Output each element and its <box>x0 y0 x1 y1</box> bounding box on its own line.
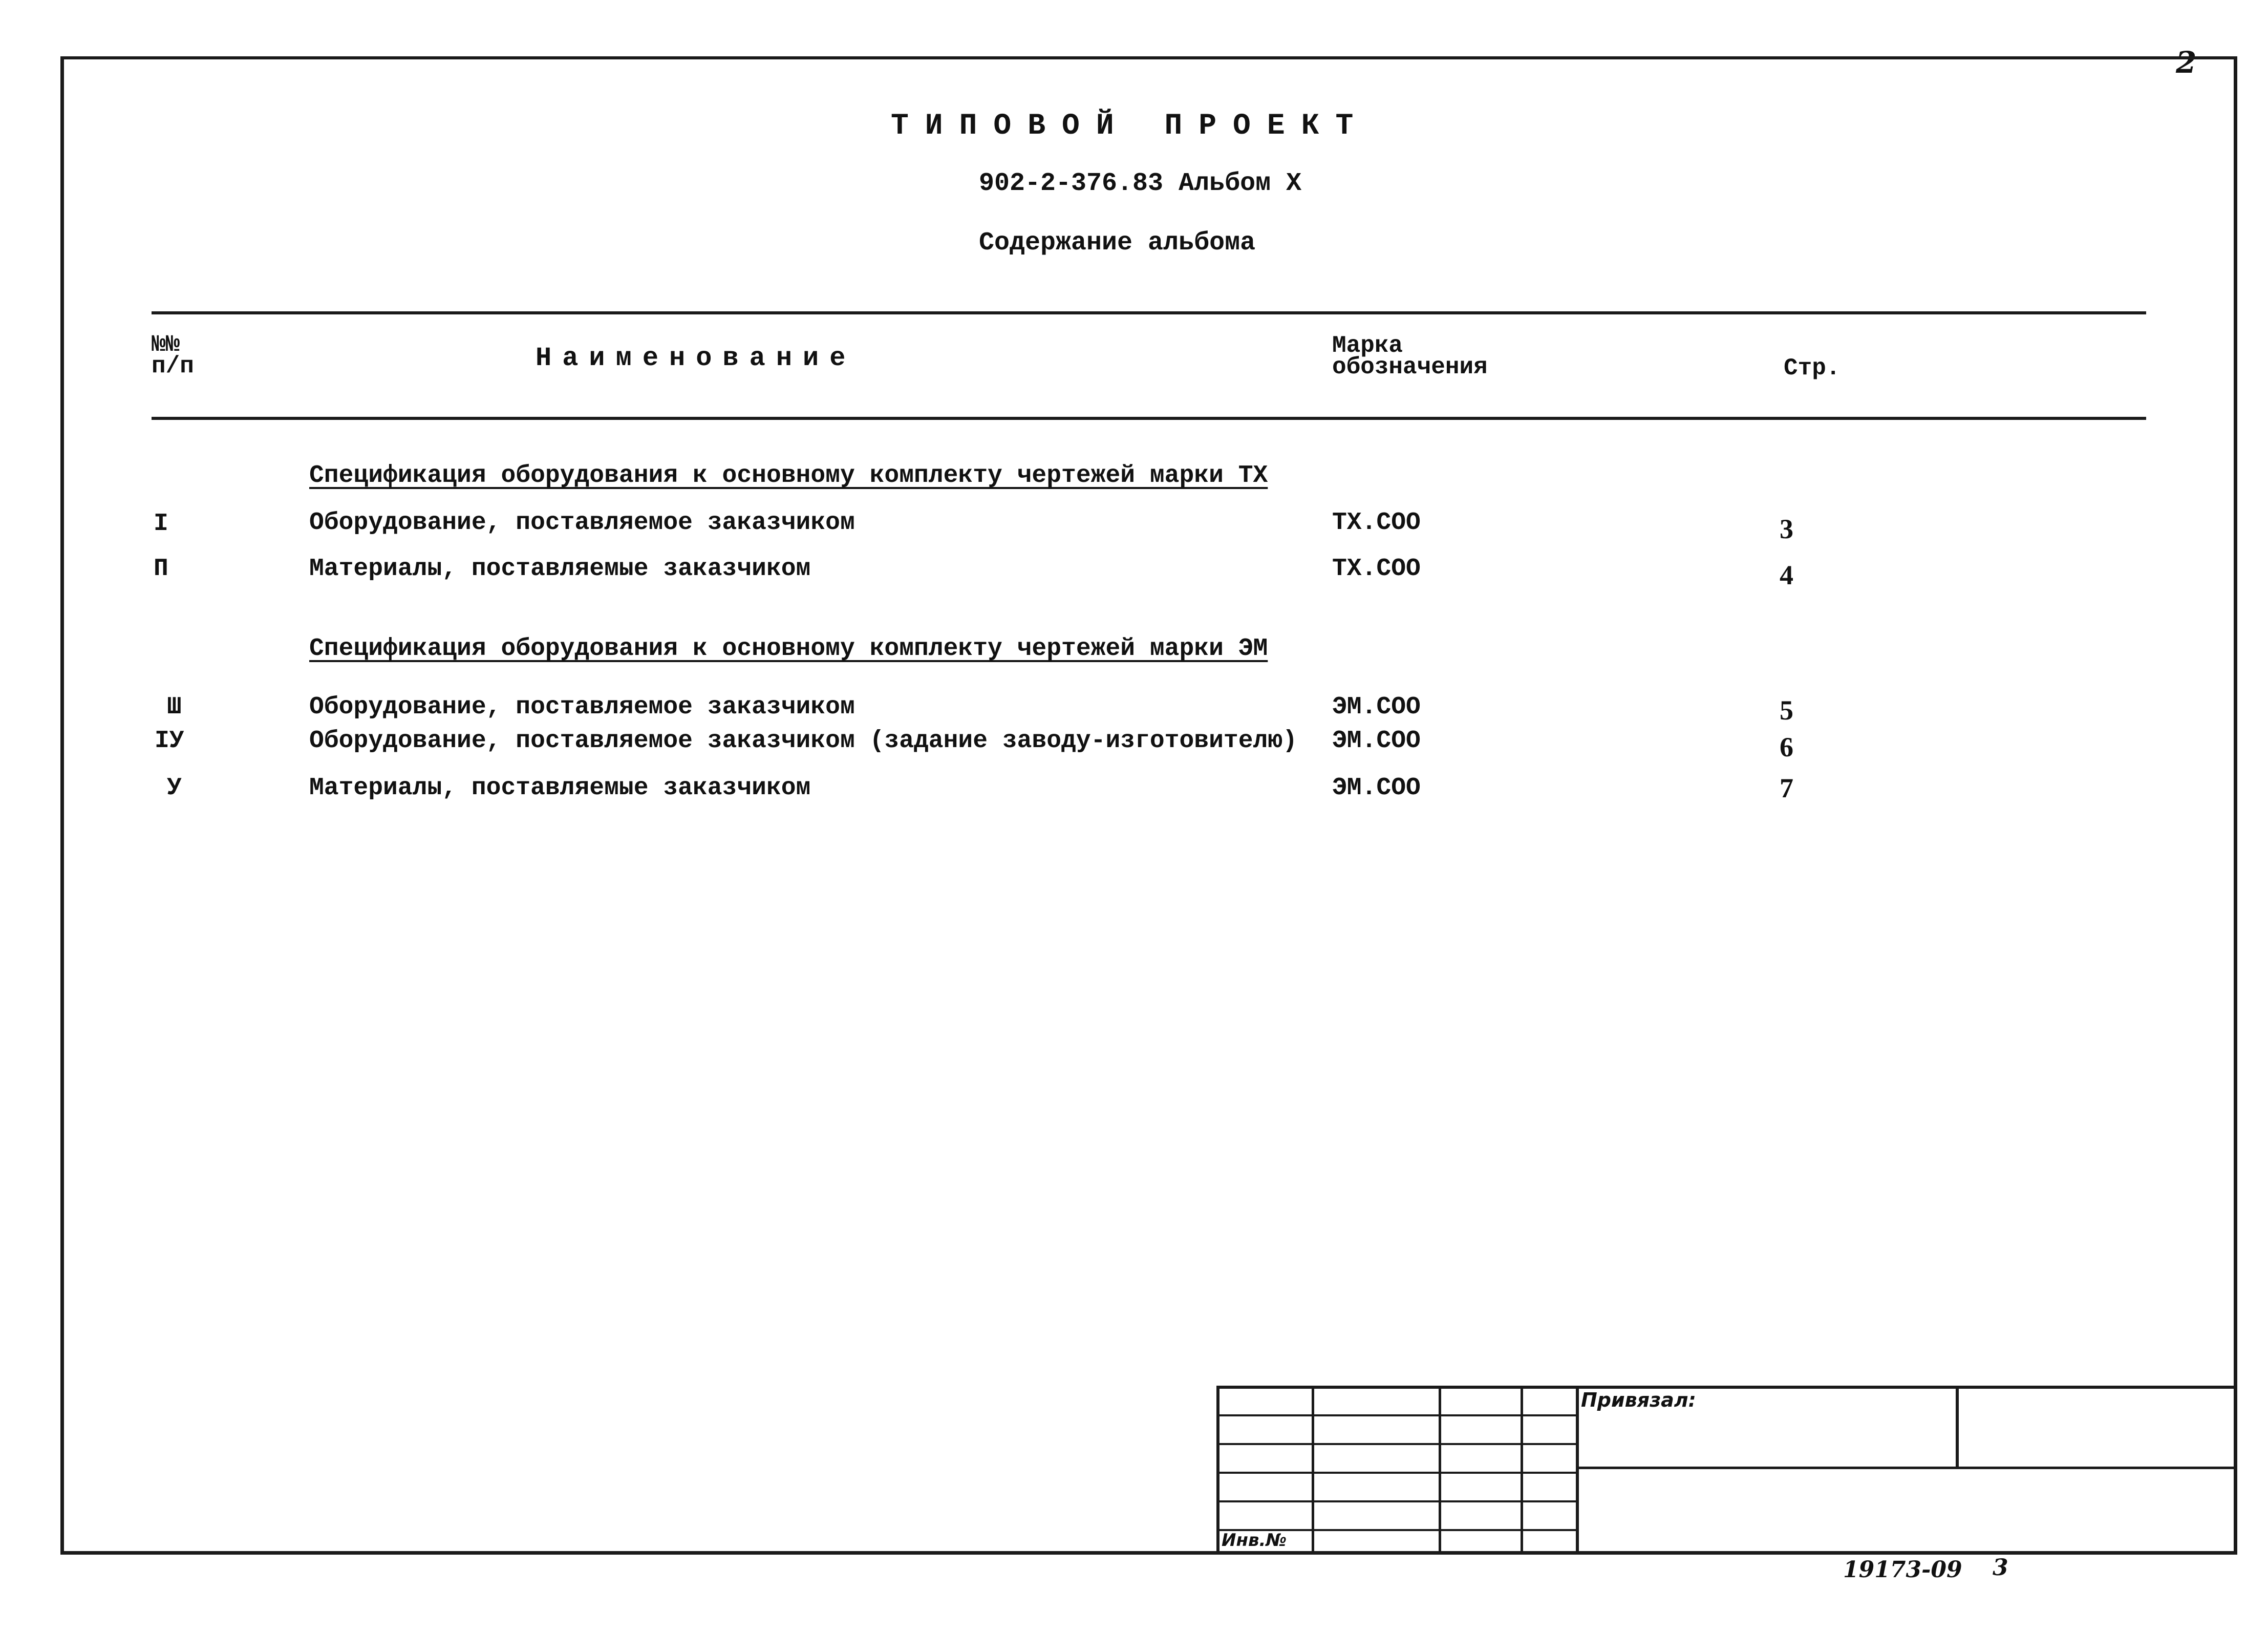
inventory-number-label: Инв.№ <box>1222 1530 1287 1551</box>
header-page: Стр. <box>1784 355 1841 381</box>
row-page: 6 <box>1780 732 1793 762</box>
row-page: 3 <box>1780 514 1793 544</box>
header-mark-line1: Марка <box>1332 332 1403 359</box>
document-title: ТИПОВОЙ ПРОЕКТ <box>891 110 1370 143</box>
header-name: Наименование <box>536 343 857 373</box>
row-mark: ЭМ.СОО <box>1332 727 1421 755</box>
stamp-line <box>1216 1443 1578 1445</box>
table-top-rule <box>152 311 2146 314</box>
drawing-frame <box>60 56 2237 1555</box>
footer-page-number: 3 <box>1993 1555 2008 1581</box>
header-number-line2: п/п <box>152 353 194 379</box>
table-header-rule <box>152 417 2146 420</box>
row-name: Материалы, поставляемые заказчиком <box>309 774 811 802</box>
row-name: Оборудование, поставляемое заказчиком <box>309 509 855 537</box>
privyazal-label: Привязал: <box>1581 1389 1696 1411</box>
stamp-line <box>1216 1386 2237 1389</box>
row-number: I <box>154 510 168 538</box>
row-number: П <box>154 555 168 583</box>
title-block <box>1216 1386 2237 1555</box>
stamp-line <box>1578 1467 2237 1469</box>
row-mark: ЭМ.СОО <box>1332 693 1421 721</box>
project-code: 902-2-376.83 Альбом X <box>979 169 1302 198</box>
row-mark: ЭМ.СОО <box>1332 774 1421 802</box>
row-number: IУ <box>155 727 184 755</box>
row-number: У <box>167 774 182 802</box>
header-number <box>152 331 194 379</box>
row-mark: ТХ.СОО <box>1332 555 1421 583</box>
row-mark: ТХ.СОО <box>1332 509 1421 537</box>
section-title-em: Спецификация оборудования к основному комплекту чертежей марки ЭМ <box>309 635 1268 663</box>
row-number: Ш <box>167 693 182 721</box>
row-page: 5 <box>1780 695 1793 726</box>
archive-code: 19173-09 <box>1843 1557 1962 1583</box>
row-name: Материалы, поставляемые заказчиком <box>309 555 811 583</box>
row-page: 4 <box>1780 560 1793 590</box>
row-name: Оборудование, поставляемое заказчиком (задание заводу-изготовителю) <box>309 727 1297 755</box>
header-mark-line2: обозначения <box>1332 354 1488 380</box>
stamp-line <box>1216 1414 1578 1416</box>
stamp-line <box>1216 1500 1578 1502</box>
section-title-tx: Спецификация оборудования к основному комплекту чертежей марки ТХ <box>309 462 1268 490</box>
row-page: 7 <box>1780 773 1793 803</box>
stamp-line <box>1956 1386 1959 1469</box>
stamp-line <box>1216 1472 1578 1474</box>
album-contents-title: Содержание альбома <box>979 228 1256 258</box>
sheet-number: 2 <box>2176 45 2197 80</box>
row-name: Оборудование, поставляемое заказчиком <box>309 693 855 721</box>
header-mark <box>1332 332 1488 380</box>
header-number-line1: №№ <box>152 331 180 358</box>
